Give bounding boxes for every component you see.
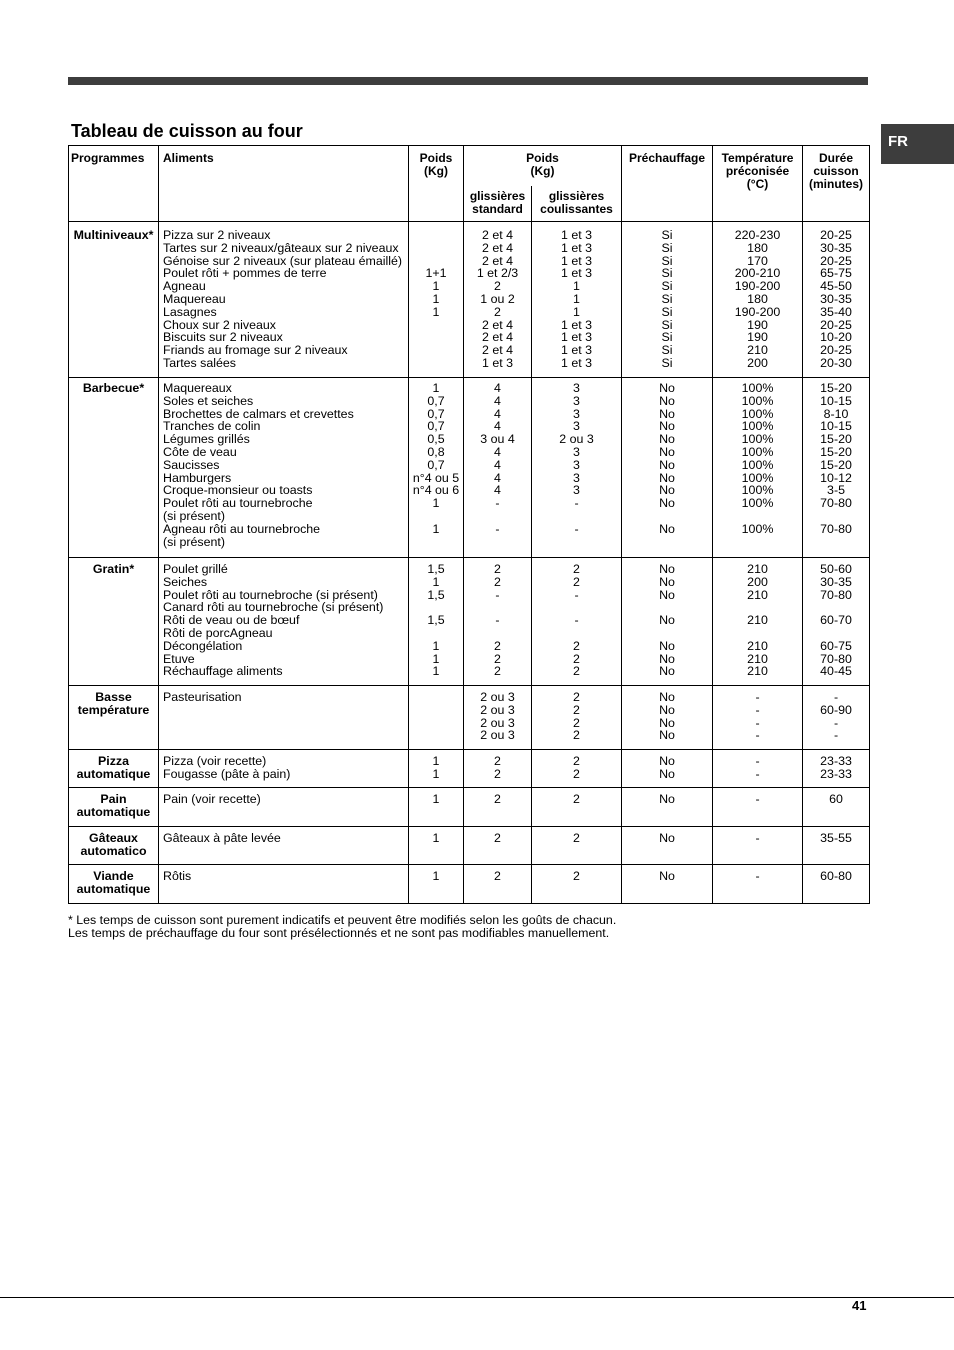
standard-cell: 2 ou 3 2 ou 3 2 ou 3 2 ou 3	[464, 686, 532, 750]
language-tab: FR	[881, 124, 954, 164]
header-glissieres-standard: glissières standard	[464, 186, 532, 222]
standard-cell: 2 2 - - 2 2 2	[464, 558, 532, 686]
poids-cell: 1	[409, 865, 464, 904]
poids-cell: 1 0,7 0,7 0,7 0,5 0,8 0,7 n°4 ou 5 n°4 ou 6 1 1	[409, 378, 464, 558]
programme-cell: Basse température	[69, 686, 159, 750]
prechauffage-cell: No No No No	[622, 686, 713, 750]
temperature-cell: -	[713, 865, 803, 904]
temperature-cell: - - - -	[713, 686, 803, 750]
standard-cell: 2 et 4 2 et 4 2 et 4 1 et 2/3 2 1 ou 2 2 2 et 4 2 et 4 2 et 4 1 et 3	[464, 222, 532, 378]
duree-cell: 60	[803, 788, 870, 827]
prechauffage-cell: No	[622, 788, 713, 827]
top-rule	[68, 77, 868, 85]
duree-cell: - 60-90 - -	[803, 686, 870, 750]
programme-cell: Gratin*	[69, 558, 159, 686]
table-row	[69, 750, 870, 788]
aliments-cell: Gâteaux à pâte levée	[159, 827, 409, 865]
table-row	[69, 222, 870, 378]
duree-cell: 23-33 23-33	[803, 750, 870, 788]
duree-cell: 15-20 10-15 8-10 10-15 15-20 15-20 15-20 10-12 3-5 70-80 70-80	[803, 378, 870, 558]
table-row	[69, 378, 870, 558]
prechauffage-cell: No No No No No No No No No No No	[622, 378, 713, 558]
cooking-table	[68, 145, 870, 904]
poids-cell: 1	[409, 788, 464, 827]
programme-cell: Pizza automatique	[69, 750, 159, 788]
aliments-cell: Rôtis	[159, 865, 409, 904]
coulissantes-cell: 1 et 3 1 et 3 1 et 3 1 et 3 1 1 1 1 et 3 1 et 3 1 et 3 1 et 3	[532, 222, 622, 378]
aliments-cell: Poulet grillé Seiches Poulet rôti au tournebroche (si présent) Canard rôti au tournebroche (si présent) Rôti de veau ou de bœuf Rôti de porcAgneau Décongélation Etuve Réchauffage aliments	[159, 558, 409, 686]
prechauffage-cell: No No	[622, 750, 713, 788]
header-programmes: Programmes	[69, 146, 159, 222]
header-row	[69, 146, 870, 186]
temperature-cell: -	[713, 788, 803, 827]
temperature-cell: - -	[713, 750, 803, 788]
coulissantes-cell: 2	[532, 865, 622, 904]
prechauffage-cell: Si Si Si Si Si Si Si Si Si Si Si	[622, 222, 713, 378]
standard-cell: 4 4 4 4 3 ou 4 4 4 4 4 - -	[464, 378, 532, 558]
page-number: 41	[852, 1298, 867, 1313]
temperature-cell: 220-230 180 170 200-210 190-200 180 190-200 190 190 210 200	[713, 222, 803, 378]
coulissantes-cell: 2	[532, 827, 622, 865]
duree-cell: 35-55	[803, 827, 870, 865]
programme-cell: Barbecue*	[69, 378, 159, 558]
page-title: Tableau de cuisson au four	[71, 121, 303, 141]
coulissantes-cell: 2 2	[532, 750, 622, 788]
prechauffage-cell: No No No No No No No	[622, 558, 713, 686]
duree-cell: 60-80	[803, 865, 870, 904]
header-poids: Poids (Kg)	[409, 146, 464, 222]
standard-cell: 2	[464, 827, 532, 865]
poids-cell: 1+1 1 1 1	[409, 222, 464, 378]
table-row	[69, 558, 870, 686]
aliments-cell: Pasteurisation	[159, 686, 409, 750]
coulissantes-cell: 2	[532, 788, 622, 827]
table-row	[69, 827, 870, 865]
header-prechauffage: Préchauffage	[622, 146, 713, 222]
programme-cell: Viande automatique	[69, 865, 159, 904]
temperature-cell: 210 200 210 210 210 210 210	[713, 558, 803, 686]
coulissantes-cell: 2 2 - - 2 2 2	[532, 558, 622, 686]
aliments-cell: Pizza sur 2 niveaux Tartes sur 2 niveaux/gâteaux sur 2 niveaux Génoise sur 2 niveaux (sur plateau émaillé) Poulet rôti + pommes de terre Agneau Maquereau Lasagnes Choux sur 2 niveaux Biscuits sur 2 niveaux Friands au fromage sur 2 niveaux Tartes salées	[159, 222, 409, 378]
poids-cell: 1,5 1 1,5 1,5 1 1 1	[409, 558, 464, 686]
poids-cell: 1 1	[409, 750, 464, 788]
footer-rule	[0, 1297, 954, 1298]
poids-cell	[409, 686, 464, 750]
poids-cell: 1	[409, 827, 464, 865]
prechauffage-cell: No	[622, 827, 713, 865]
temperature-cell: 100% 100% 100% 100% 100% 100% 100% 100% 100% 100% 100%	[713, 378, 803, 558]
header-temperature: Température préconisée (°C)	[713, 146, 803, 222]
standard-cell: 2	[464, 865, 532, 904]
coulissantes-cell: 2 2 2 2	[532, 686, 622, 750]
aliments-cell: Maquereaux Soles et seiches Brochettes de calmars et crevettes Tranches de colin Légumes grillés Côte de veau Saucisses Hamburgers Croque-monsieur ou toasts Poulet rôti au tournebroche (si présent) Agneau rôti au tournebroche (si présent)	[159, 378, 409, 558]
programme-cell: Pain automatique	[69, 788, 159, 827]
aliments-cell: Pain (voir recette)	[159, 788, 409, 827]
prechauffage-cell: No	[622, 865, 713, 904]
duree-cell: 50-60 30-35 70-80 60-70 60-75 70-80 40-45	[803, 558, 870, 686]
table-row	[69, 686, 870, 750]
coulissantes-cell: 3 3 3 3 2 ou 3 3 3 3 3 - -	[532, 378, 622, 558]
duree-cell: 20-25 30-35 20-25 65-75 45-50 30-35 35-40 20-25 10-20 20-25 20-30	[803, 222, 870, 378]
temperature-cell: -	[713, 827, 803, 865]
header-poids-glissieres: Poids (Kg)	[464, 146, 622, 186]
programme-cell: Multiniveaux*	[69, 222, 159, 378]
standard-cell: 2	[464, 788, 532, 827]
header-aliments: Aliments	[159, 146, 409, 222]
standard-cell: 2 2	[464, 750, 532, 788]
footnote: * Les temps de cuisson sont purement indicatifs et peuvent être modifiés selon les goûts de chacun. Les temps de préchauffage du four sont présélectionnés et ne sont pas modifiables manuellement.	[68, 913, 617, 941]
header-duree: Durée cuisson (minutes)	[803, 146, 870, 222]
aliments-cell: Pizza (voir recette) Fougasse (pâte à pain)	[159, 750, 409, 788]
programme-cell: Gâteaux automatico	[69, 827, 159, 865]
header-glissieres-coulissantes: glissières coulissantes	[532, 186, 622, 222]
table-row	[69, 865, 870, 904]
table-row	[69, 788, 870, 827]
